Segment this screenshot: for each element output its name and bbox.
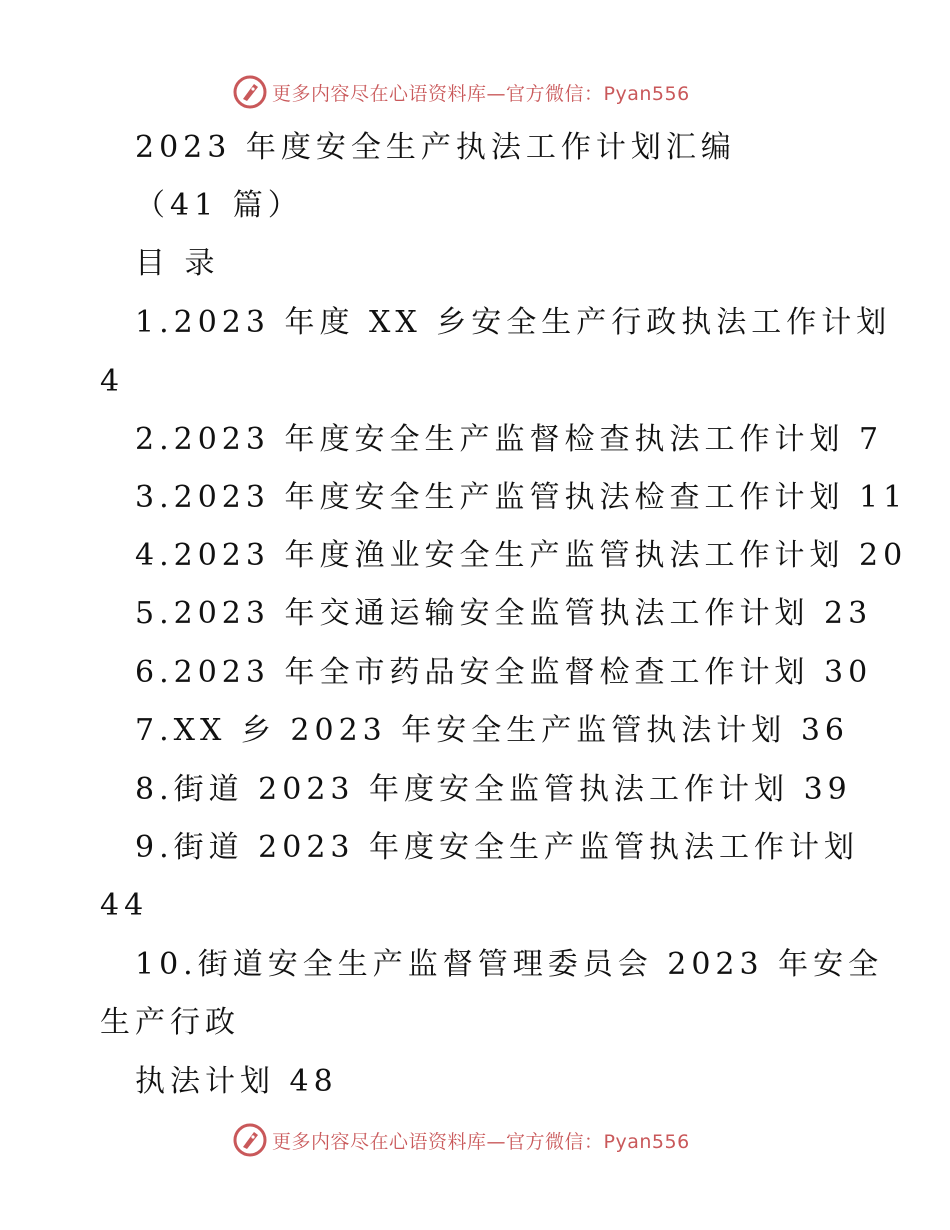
- toc-line: 5.2023 年交通运输安全监管执法工作计划 23: [135, 596, 873, 631]
- toc-line: 生产行政: [100, 1005, 240, 1040]
- toc-line: 9.街道 2023 年度安全生产监管执法工作计划: [135, 830, 860, 865]
- toc-line: 10.街道安全生产监督管理委员会 2023 年安全: [135, 947, 884, 982]
- document-title: 2023 年度安全生产执法工作计划汇编: [135, 130, 736, 165]
- watermark-text: 更多内容尽在心语资料库—官方微信：Pyan556: [272, 1130, 690, 1153]
- pen-nib-logo-icon: [232, 74, 268, 110]
- watermark-header: [232, 72, 752, 112]
- toc-line: 8.街道 2023 年度安全监管执法工作计划 39: [135, 772, 852, 807]
- toc-line: 2.2023 年度安全生产监督检查执法工作计划 7: [135, 422, 884, 457]
- toc-line: 4: [100, 364, 125, 399]
- toc-line: 4.2023 年度渔业安全生产监管执法工作计划 20: [135, 538, 908, 573]
- toc-heading: 目 录: [135, 246, 220, 281]
- watermark-footer: [232, 1120, 752, 1160]
- toc-line: 6.2023 年全市药品安全监督检查工作计划 30: [135, 655, 873, 690]
- pen-nib-logo-icon: [232, 1122, 268, 1158]
- toc-line: 1.2023 年度 XX 乡安全生产行政执法工作计划: [135, 305, 892, 340]
- document-subtitle: （41 篇）: [135, 188, 303, 223]
- toc-line: 7.XX 乡 2023 年安全生产监管执法计划 36: [135, 713, 850, 748]
- toc-line: 44: [100, 888, 149, 923]
- toc-line: 执法计划 48: [135, 1064, 338, 1099]
- toc-line: 3.2023 年度安全生产监管执法检查工作计划 11: [135, 480, 908, 515]
- watermark-text: 更多内容尽在心语资料库—官方微信：Pyan556: [272, 82, 690, 105]
